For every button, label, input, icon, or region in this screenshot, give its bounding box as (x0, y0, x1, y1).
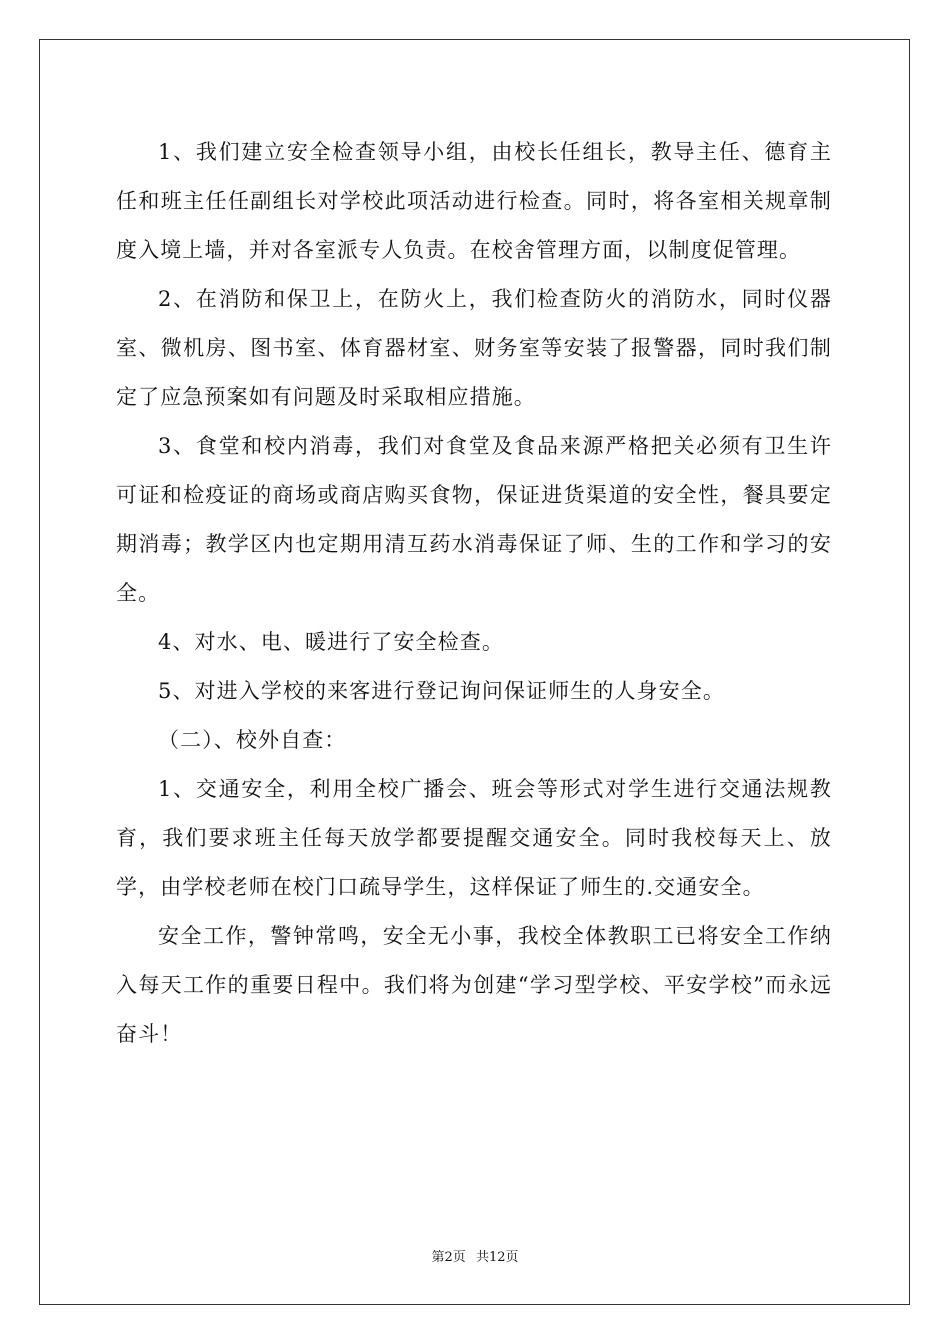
paragraph-2: 2、在消防和保卫上，在防火上，我们检查防火的消防水，同时仪器室、微机房、图书室、体育器材室、财务室等安装了报警器，同时我们制定了应急预案如有问题及时采取相应措施。 (116, 287, 832, 409)
section-heading: （二）、校外自查： (158, 728, 347, 752)
paragraph-4: 4、对水、电、暖进行了安全检查。 (158, 630, 504, 654)
page-footer (0, 1246, 950, 1265)
paragraph-6: 1、交通安全，利用全校广播会、班会等形式对学生进行交通法规教育，我们要求班主任每天放学都要提醒交通安全。同时我校每天上、放学，由学校老师在校门口疏导学生，这样保证了师生的.交通安全。 (116, 777, 832, 899)
paragraph-1: 1、我们建立安全检查领导小组，由校长任组长，教导主任、德育主任和班主任任副组长对学校此项活动进行检查。同时，将各室相关规章制度入境上墙，并对各室派专人负责。在校舍管理方面，以制度促管理。 (116, 140, 832, 262)
paragraph-3: 3、食堂和校内消毒，我们对食堂及食品来源严格把关必须有卫生许可证和检疫证的商场或商店购买食物，保证进货渠道的安全性，餐具要定期消毒；教学区内也定期用清互药水消毒保证了师、生的工作和学习的安全。 (116, 434, 832, 605)
current-page-number: 第2页 (431, 1250, 466, 1265)
paragraph-5: 5、对进入学校的来客进行登记询问保证师生的人身安全。 (158, 679, 725, 703)
document-body (116, 128, 832, 1059)
total-pages: 共12页 (475, 1250, 519, 1265)
paragraph-7: 安全工作，警钟常鸣，安全无小事，我校全体教职工已将安全工作纳入每天工作的重要日程中。我们将为创建“学习型学校、平安学校”而永远奋斗！ (116, 924, 832, 1046)
